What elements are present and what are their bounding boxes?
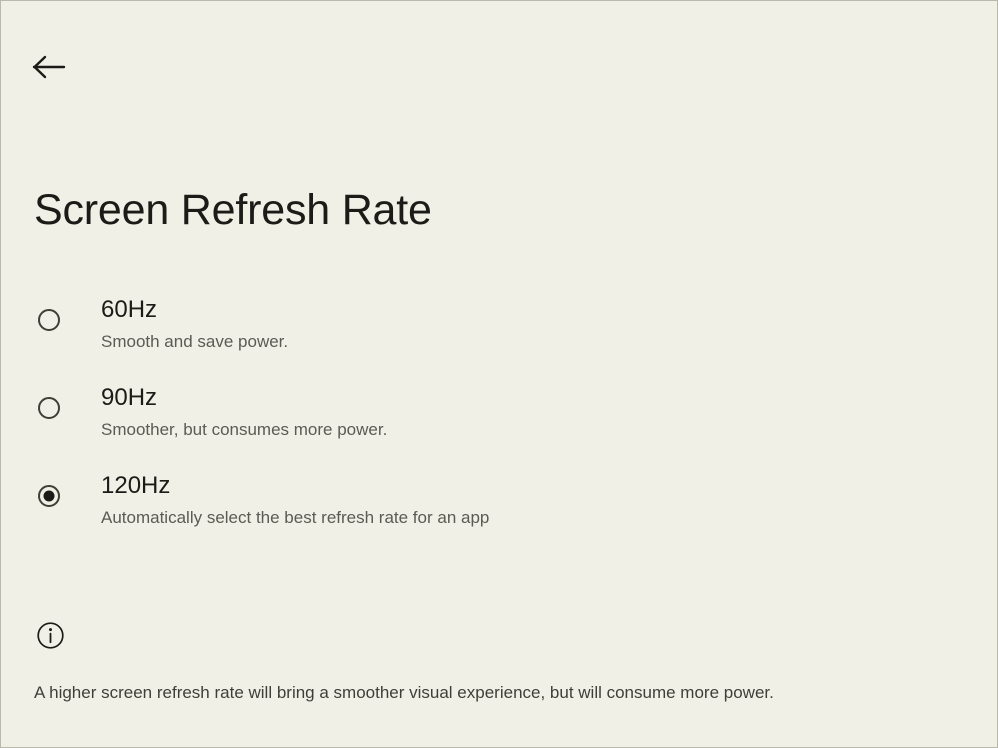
option-120hz-title: 120Hz [101,471,171,499]
info-icon [37,622,64,649]
refresh-rate-option-list [34,296,964,560]
page-title: Screen Refresh Rate [34,186,432,234]
footer-note: A higher screen refresh rate will bring a smoother visual experience, but will consume more power. [34,683,774,702]
option-60hz-text [101,296,288,352]
option-120hz-text [101,472,489,528]
option-90hz[interactable] [34,384,964,440]
option-90hz-title: 90Hz [101,383,158,411]
option-120hz-description: Automatically select the best refresh rate for an app [101,507,490,527]
arrow-left-icon [32,54,66,80]
option-120hz[interactable] [34,472,964,528]
radio-120hz[interactable] [38,485,60,507]
radio-60hz[interactable] [38,309,60,331]
option-90hz-text [101,384,387,440]
option-90hz-description: Smoother, but consumes more power. [101,419,388,439]
option-60hz-title: 60Hz [101,296,158,323]
radio-90hz[interactable] [38,397,60,419]
back-button[interactable] [23,41,75,93]
option-60hz[interactable] [34,296,964,352]
option-60hz-description: Smooth and save power. [101,331,289,351]
